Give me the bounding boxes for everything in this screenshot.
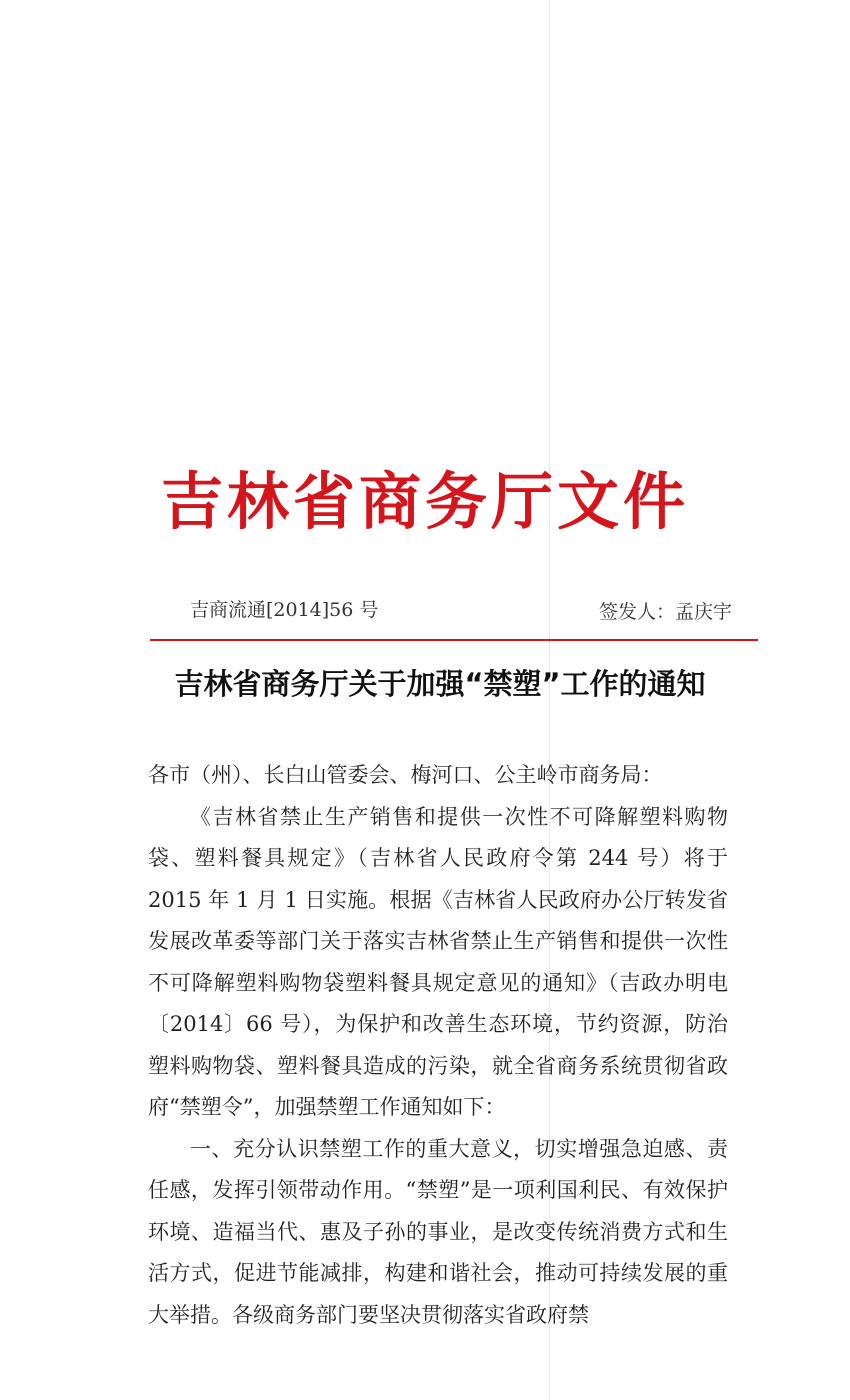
body-paragraph-2: 一、充分认识禁塑工作的重大意义，切实增强急迫感、责任感，发挥引领带动作用。“禁塑”是一项利国利民、有效保护环境、造福当代、惠及子孙的事业，是改变传统消费方式和生活方式，促进节能减排，构建和谐社会，推动可持续发展的重大举措。各级商务部门要坚决贯彻落实省政府禁	[148, 1136, 728, 1327]
notice-title: 吉林省商务厅关于加强“禁塑”工作的通知	[174, 667, 706, 701]
document-header-title: 吉林省商务厅文件	[160, 465, 689, 538]
salutation: 各市（州）、长白山管委会、梅河口、公主岭市商务局：	[148, 763, 663, 787]
red-divider-line	[150, 639, 758, 641]
signer-label: 签发人：孟庆宇	[598, 601, 732, 623]
document-number: 吉商流通[2014]56 号	[190, 599, 379, 621]
body-paragraph-1: 《吉林省禁止生产销售和提供一次性不可降解塑料购物袋、塑料餐具规定》（吉林省人民政府令第 244 号）将于 2015 年 1 月 1 日实施。根据《吉林省人民政府办公厅转发省发展改革委等部门关于落实吉林省禁止生产销售和提供一次性不可降解塑料购物袋塑料餐具规定意见的通知》（吉政办明电〔2014〕66 号），为保护和改善生态环境，节约资源，防治塑料购物袋、塑料餐具造成的污染，就全省商务系统贯彻省政府“禁塑令”，加强禁塑工作通知如下：	[148, 804, 728, 1119]
document-body	[148, 755, 728, 1336]
